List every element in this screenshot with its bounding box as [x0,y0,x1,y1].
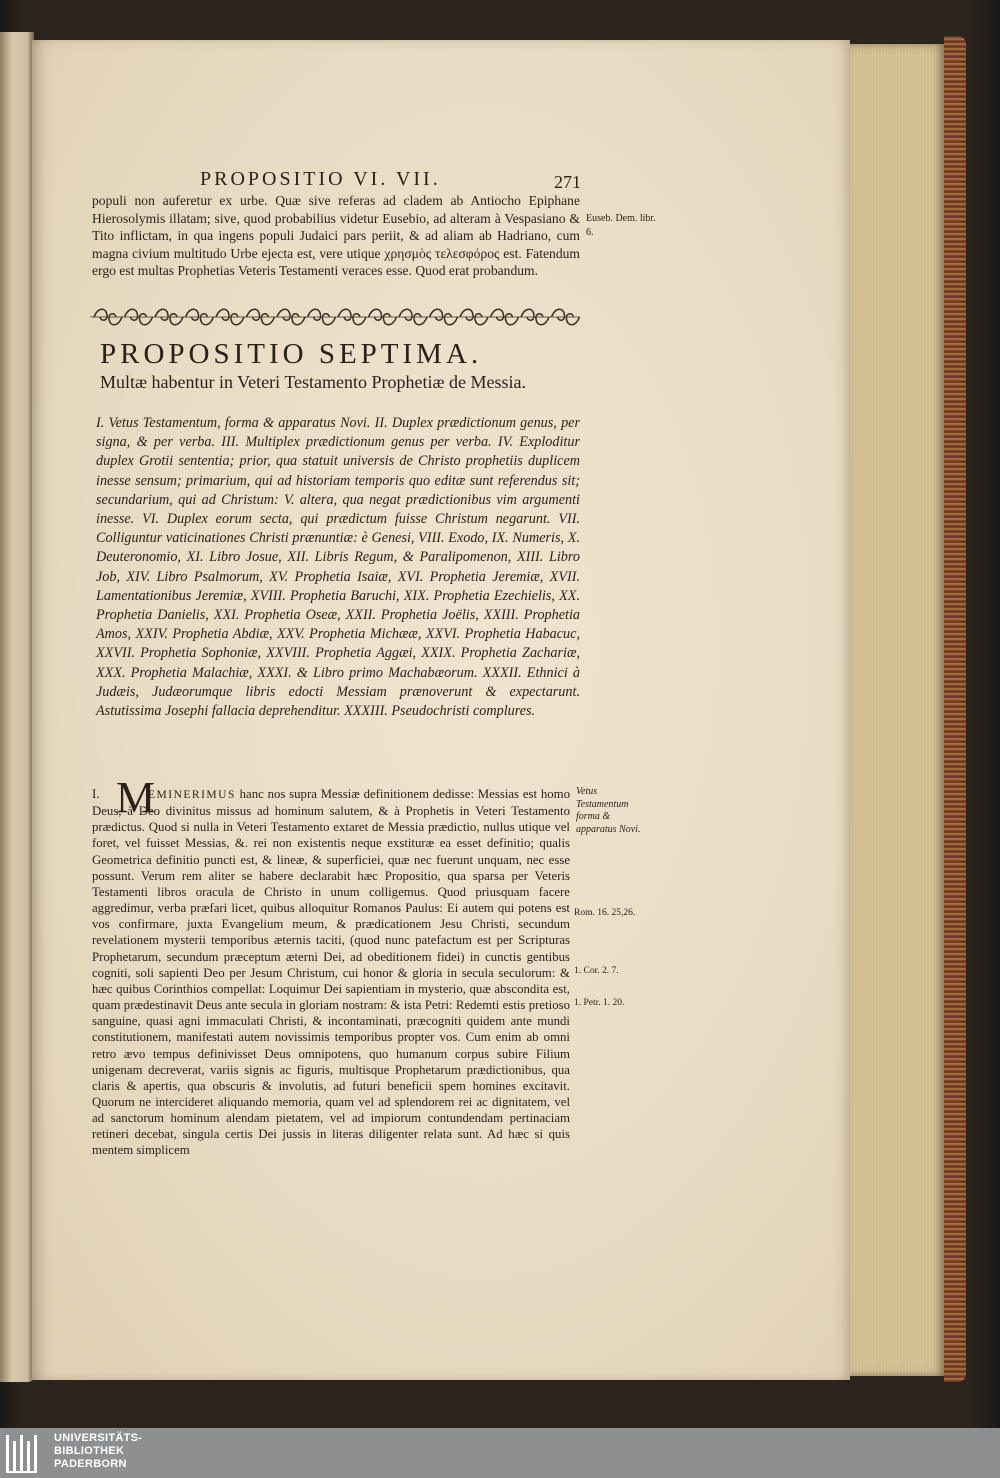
library-name [54,1432,142,1471]
margin-ref-rom: Rom. 16. 25,26. [574,908,636,918]
margin-note-vetus: Vetus Testamentum forma & apparatus Novi. [576,786,641,835]
library-logo-icon [4,1431,44,1475]
continuation-text: populi non auferetur ex urbe. Quæ sive referas ad cladem ab Antiocho Epiphane Hierosolymis illatam; sive, quod probabilius videtur Eusebio, ad alteram à Vespasiano & Tito inflictam, in qua ingens populi Judaici pars periit, & ad aliam ab Hadriano, cum magna civium multitudo Urbe ejecta est, vere utique χρησμὸς τελεσφόρος est. Fatendum ergo est multas Prophetias Veteris Testamenti veraces esse. Quod erat probandum. [92,193,580,278]
page-number: 271 [554,172,581,192]
proposition-subtitle: Multæ habentur in Veteri Testamento Prophetiæ de Messia. [100,372,527,392]
body-smallcaps: EMINERIMUS [148,789,236,801]
library-name-line2: BIBLIOTHEK [54,1445,125,1457]
proposition-summary: I. Vetus Testamentum, forma & apparatus Novi. II. Duplex prædictionum genus, per signa, & per verba. III. Multiplex prædictionum genus per verba. IV. Exploditur duplex Grotii sententia; prior, qua statuit universis de Christo prophetiis duplicem inesse sensum; primarium, qui ad historiam temporis quo editæ sunt referendus sit; secundarium, qui ad Christum: V. altera, qua negat prædictionibus vim argumenti inesse. VI. Duplex eorum secta, qui prædictum fuisse Christum negarunt. VII. Colliguntur vaticinationes Christi prænuntiæ: è Genesi, VIII. Exodo, IX. Numeris, X. Deuteronomio, XI. Libro Josue, XII. Libris Regum, & Paralipomenon, XIII. Libro Job, XIV. Libro Psalmorum, XV. Prophetia Isaiæ, XVI. Prophetia Jeremiæ, XVII. Lamentationibus Jeremiæ, XVIII. Prophetia Baruchi, XIX. Prophetia Ezechielis, XX. Prophetia Danielis, XXI. Prophetia Oseæ, XXII. Prophetia Joëlis, XXIII. Prophetia Amos, XXIV. Prophetia Abdiæ, XXV. Prophetia Michææ, XXVI. Prophetia Habacuc, XXVII. Prophetia Sophoniæ, XXVIII. Prophetia Aggæi, XXIX. Prophetia Zachariæ, XXX. Prophetia Malachiæ, XXXI. & Libro primo Machabæorum. XXXII. Ethnici à Judæis, Judæorumque libris edocti Messiam prænoverunt & expectarunt. Astutissima Josephi fallacia deprehenditur. XXXIII. Pseudochristi complures. [96,415,580,720]
drop-cap: M [116,773,156,822]
proposition-title: PROPOSITIO SEPTIMA. [100,338,483,370]
library-name-line3: PADERBORN [54,1458,127,1470]
body-paragraph [92,786,570,1159]
margin-ref-eusebius: Euseb. Dem. libr. 6. [586,213,656,238]
ornament-divider [90,304,580,330]
margin-ref-cor: 1. Cor. 2. 7. [574,966,619,976]
margin-ref-petr: 1. Petr. 1. 20. [574,998,625,1008]
running-head: PROPOSITIO VI. VII. [200,168,441,190]
library-footer-bar [0,1428,1000,1478]
body-text: hanc nos supra Messiæ definitionem dedisse: Messias est homo Deus, à Deo divinitus missus ad hominum salutem, & à Prophetis in Veteri Testamento prædictus. Quod si nulla in Veteri Testamento extaret de Messia prædictio, nullus utique vel foret, vel fuisset Messias, &. rei non existentis neque exstituræ ea esset definitio; qualis Geometrica definitio puncti est, & lineæ, & superficiei, quæ nec fuerunt unquam, nec esse possunt. Verum rem aliter se habere declarabit hæc Propositio, qua sparsa per Veteris Testamenti libros oracula de Christo in unum colligemus. Quod priusquam facere aggredimur, verba præfari licet, quibus alloquitur Romanos Paulus: Ei autem qui potens est vos confirmare, juxta Evangelium meum, & prædicationem Jesu Christi, secundum revelationem mysterii temporibus æternis taciti, (quod nunc patefactum est per Scripturas Prophetarum, secundum præceptum æterni Dei, ad obeditionem fidei) in cunctis gentibus cogniti, soli sapienti Deo per Jesum Christum, cui honor & gloria in secula seculorum: & hæc quibus Corinthios compellat: Loquimur Dei sapientiam in mysterio, quæ abscondita est, quam prædestinavit Deus ante secula in gloriam nostram: & ista Petri: Redemti estis pretioso sanguine, quasi agni immaculati Christi, & incontaminati, præcogniti quidem ante mundi constitutionem, manifestati autem novissimis temporibus propter vos. Cum enim ab omni retro ævo tempus definivisset Deus omnipotens, quo humanum corpus subire Filium unigenam decreverat, variis signis ac figuris, multisque Prophetarum prædictionibus, qua claris & apertis, qua obscuris & involutis, ad futuri beneficii spem homines excitavit. Quorum ne intercideret aliquando memoria, quam vel ad splendorem rei ac dignitatem, vel ad sanctorum hominum alendam pietatem, vel ad impiorum contundendam pertinaciam retineri decebat, singula certis Dei jussis in literas diligenter relata sunt. Ad hæc si quis mentem simplicem [92,787,570,1158]
library-name-line1: UNIVERSITÄTS- [54,1432,143,1444]
continuation-paragraph [92,192,580,280]
section-number: I. [92,786,100,801]
